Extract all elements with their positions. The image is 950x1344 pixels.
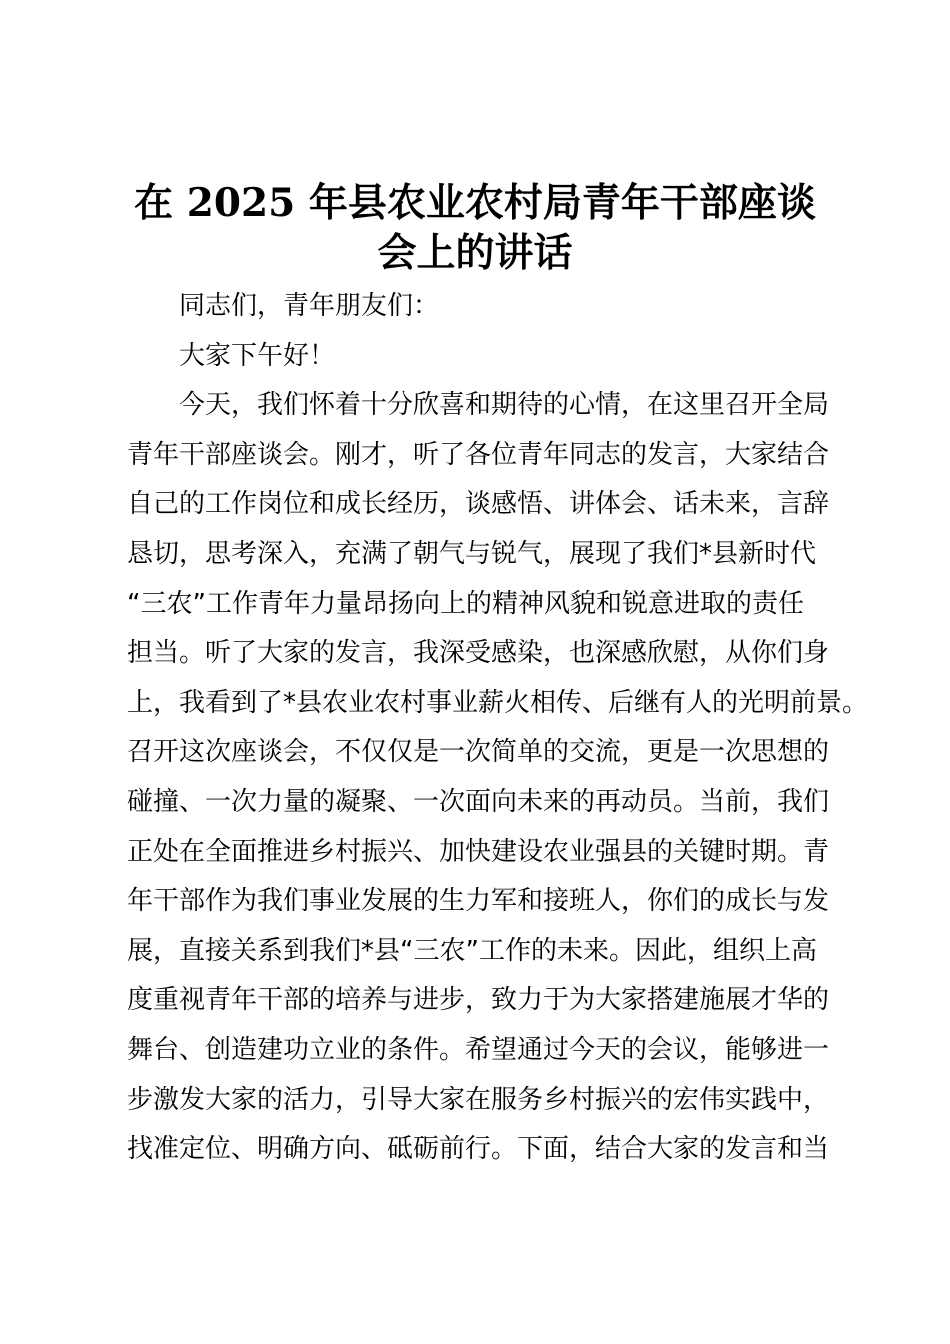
paragraph-line: 上，我看到了*县农业农村事业薪火相传、后继有人的光明前景。 [127,687,869,718]
salutation-line: 同志们，青年朋友们： [179,291,440,321]
paragraph-line: 度重视青年干部的培养与进步，致力于为大家搭建施展才华的 [127,985,830,1016]
paragraph-line: 正处在全面推进乡村振兴、加快建设农业强县的关键时期。青 [127,836,830,867]
document-title [110,178,840,278]
paragraph-line: 召开这次座谈会，不仅仅是一次简单的交流，更是一次思想的 [127,737,830,768]
title-line: 在 2025 年县农业农村局青年干部座谈 [134,180,816,226]
paragraph-line: 步激发大家的活力，引导大家在服务乡村振兴的宏伟实践中， [127,1084,830,1115]
paragraph-line: 今天，我们怀着十分欣喜和期待的心情，在这里召开全局 [179,390,830,421]
paragraph-line: 年干部作为我们事业发展的生力军和接班人，你们的成长与发 [127,886,830,917]
paragraph-line: 恳切，思考深入，充满了朝气与锐气，展现了我们*县新时代 [127,538,817,569]
paragraph-line: 舞台、创造建功立业的条件。希望通过今天的会议，能够进一 [127,1034,830,1065]
paragraph-line: 担当。听了大家的发言，我深受感染，也深感欣慰，从你们身 [127,638,830,669]
paragraph-line: “三农”工作青年力量昂扬向上的精神风貌和锐意进取的责任 [127,588,804,619]
paragraph-line: 青年干部座谈会。刚才，听了各位青年同志的发言，大家结合 [127,439,830,470]
paragraph-line: 碰撞、一次力量的凝聚、一次面向未来的再动员。当前，我们 [127,786,830,817]
document-body [127,282,869,1175]
paragraph-line: 自己的工作岗位和成长经历，谈感悟、讲体会、话未来，言辞 [127,489,830,520]
greeting-line: 大家下午好！ [179,340,336,371]
paragraph-line: 找准定位、明确方向、砥砺前行。下面，结合大家的发言和当 [127,1134,830,1165]
title-line: 会上的讲话 [377,230,573,276]
paragraph-line: 展，直接关系到我们*县“三农”工作的未来。因此，组织上高 [127,935,817,966]
